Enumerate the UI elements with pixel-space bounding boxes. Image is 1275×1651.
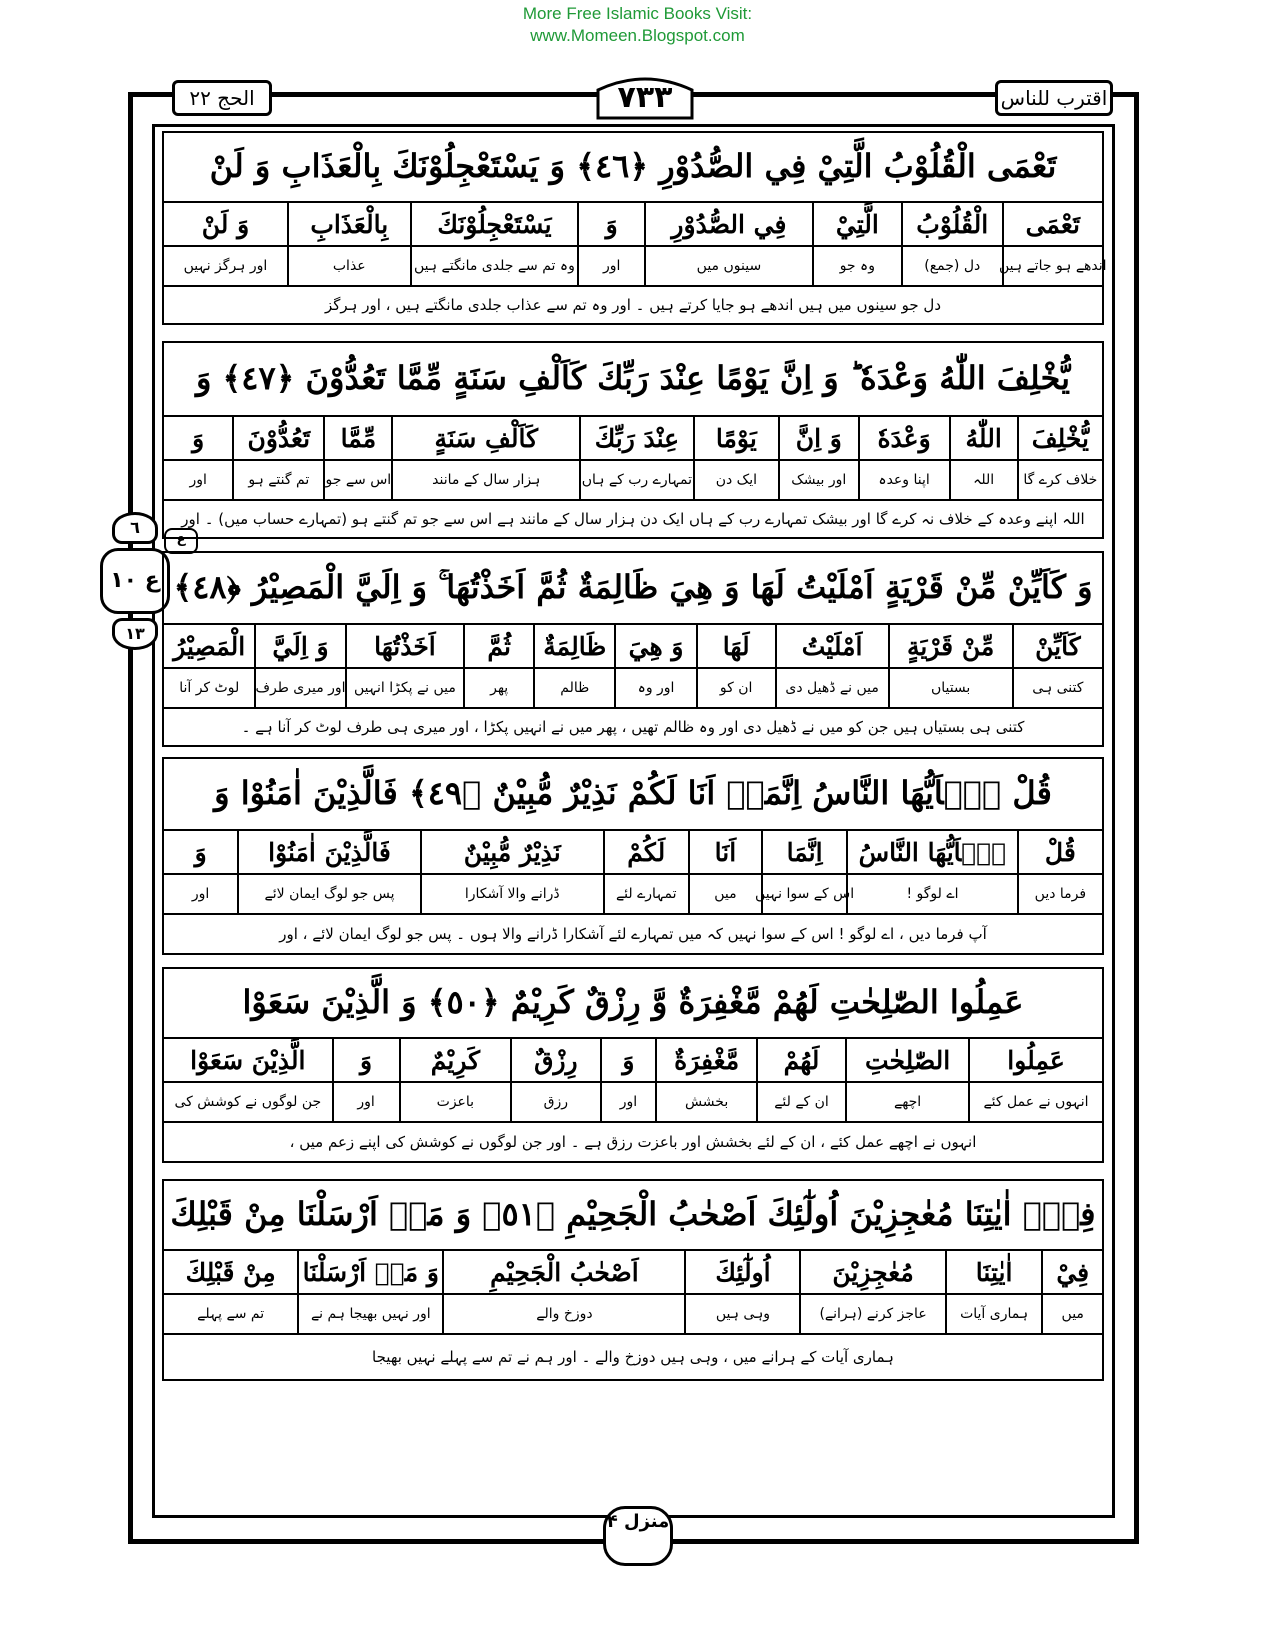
arabic-word: وَ هِيَ (614, 625, 695, 667)
arabic-word: وَ مَاۤ اَرْسَلْنَا (297, 1251, 442, 1293)
arabic-word: بِالْعَذَابِ (287, 203, 410, 245)
urdu-word-translation: پس جو لوگ ایمان لائے (237, 875, 420, 913)
arabic-word: عِنْدَ رَبِّكَ (579, 417, 693, 459)
urdu-full-translation: ہماری آیات کے ہرانے میں ، وہی ہیں دوزخ والے ۔ اور ہم نے تم سے پہلے نہیں بھیجا (162, 1333, 1104, 1381)
arabic-word: فَالَّذِيْنَ اٰمَنُوْا (237, 831, 420, 873)
arabic-word: كَرِيْمٌ (399, 1039, 511, 1081)
arabic-word: يٰۤاَيُّهَا النَّاسُ (846, 831, 1017, 873)
word-translation-row (162, 459, 1104, 501)
urdu-full-translation: دل جو سینوں میں ہیں اندھے ہو جایا کرتے ہیں ۔ اور وہ تم سے عذاب جلدی مانگتے ہیں ، اور ہرگز (162, 285, 1104, 325)
urdu-word-translation: رزق (510, 1083, 599, 1121)
arabic-word: وَ (600, 1039, 656, 1081)
arabic-word: وَعْدَهٗ (858, 417, 949, 459)
arabic-word: قُلْ (1017, 831, 1102, 873)
arabic-word: مِنْ قَبْلِكَ (185, 1257, 276, 1287)
arabic-word: لَهُمْ (756, 1039, 845, 1081)
urdu-word-translation: سینوں میں (644, 247, 812, 285)
word-translation-row (162, 873, 1104, 915)
urdu-word-translation: اور (189, 472, 207, 488)
arabic-word: نَذِيْرٌ مُّبِيْنٌ (420, 831, 603, 873)
urdu-word-translation: فرما دیں (1017, 875, 1102, 913)
arabic-word: اَمْلَيْتُ (775, 625, 888, 667)
urdu-word-translation: کتنی ہی (1012, 669, 1102, 707)
word-by-word-row (162, 623, 1104, 669)
arabic-word: اِنَّمَا (761, 831, 846, 873)
arabic-word: مِّمَّا (323, 417, 391, 459)
urdu-word-translation: اور میری طرف (254, 669, 344, 707)
arabic-word: كَاَلْفِ سَنَةٍ (391, 417, 579, 459)
arabic-word: الَّتِيْ (812, 203, 901, 245)
arabic-word: وَ (192, 423, 205, 453)
arabic-verse-line: فِيْۤ اٰيٰتِنَا مُعٰجِزِيْنَ اُولٰٓئِكَ اَصْحٰبُ الْجَحِيْمِ ﴿٥١﴾ وَ مَاۤ اَرْسَلْنَا مِنْ قَبْلِكَ (162, 1179, 1104, 1251)
urdu-word-translation: اور ہرگز نہیں (183, 258, 268, 274)
arabic-word: فِيْ (1041, 1251, 1102, 1293)
arabic-word: الَّذِيْنَ سَعَوْا (190, 1045, 306, 1075)
urdu-word-translation: بستیاں (888, 669, 1012, 707)
urdu-word-translation: تمہارے لئے (603, 875, 688, 913)
side-marker-ruku: ع ۱۰ (100, 548, 170, 614)
arabic-word: الصّٰلِحٰتِ (845, 1039, 968, 1081)
urdu-word-translation: اچھے (845, 1083, 968, 1121)
urdu-word-translation: اور نہیں بھیجا ہم نے (297, 1295, 442, 1333)
urdu-word-translation: جن لوگوں نے کوشش کی (174, 1094, 322, 1110)
urdu-word-translation: عاجز کرنے (ہرانے) (799, 1295, 944, 1333)
arabic-word: لَهَا (696, 625, 775, 667)
urdu-word-translation: وہ جو (812, 247, 901, 285)
urdu-word-translation: دل (جمع) (901, 247, 1002, 285)
urdu-word-translation: اس کے سوا نہیں (761, 875, 846, 913)
urdu-word-translation: میں نے پکڑا انہیں (345, 669, 464, 707)
arabic-word: وَ (577, 203, 644, 245)
urdu-word-translation: بخشش (655, 1083, 756, 1121)
arabic-word: اَخَذْتُهَا (345, 625, 464, 667)
urdu-word-translation: اور (577, 247, 644, 285)
urdu-word-translation: اور بیشک (778, 461, 858, 499)
arabic-word: الْمَصِيْرُ (173, 631, 246, 661)
arabic-word: اُولٰٓئِكَ (684, 1251, 799, 1293)
urdu-word-translation: میں (1041, 1295, 1102, 1333)
urdu-word-translation: اور وہ (614, 669, 695, 707)
arabic-word: لَكُمْ (603, 831, 688, 873)
urdu-word-translation: میں نے ڈھیل دی (775, 669, 888, 707)
ruku-ayah-marker: ع (164, 528, 198, 554)
word-translation-row (162, 245, 1107, 287)
arabic-word: ثُمَّ (463, 625, 533, 667)
page-number: ۷۳۳ (617, 80, 673, 115)
arabic-word: يَوْمًا (693, 417, 778, 459)
arabic-word: تَعْمَى (1002, 203, 1103, 245)
arabic-word: مُعٰجِزِيْنَ (799, 1251, 944, 1293)
word-by-word-row (162, 1037, 1104, 1083)
arabic-verse-line: عَمِلُوا الصّٰلِحٰتِ لَهُمْ مَّغْفِرَةٌ وَّ رِزْقٌ كَرِيْمٌ ﴿٥٠﴾ وَ الَّذِيْنَ سَعَوْا (162, 967, 1104, 1039)
arabic-word: مِّنْ قَرْيَةٍ (888, 625, 1012, 667)
arabic-word: الْقُلُوْبُ (901, 203, 1002, 245)
arabic-word: اَنَا (688, 831, 761, 873)
arabic-word: ظَالِمَةٌ (533, 625, 614, 667)
urdu-word-translation: اللہ (949, 461, 1017, 499)
urdu-word-translation: اور (600, 1083, 656, 1121)
urdu-full-translation: کتنی ہی بستیاں ہیں جن کو میں نے ڈھیل دی اور وہ ظالم تھیں ، پھر میں نے انہیں پکڑا ، اور میری ہی طرف لوٹ کر آنا ہے ۔ (162, 707, 1104, 747)
urdu-word-translation: عذاب (287, 247, 410, 285)
urdu-word-translation: ہزار سال کے مانند (391, 461, 579, 499)
urdu-word-translation: خلاف کرے گا (1017, 461, 1102, 499)
urdu-full-translation: انہوں نے اچھے عمل کئے ، ان کے لئے بخشش اور باعزت رزق ہے ۔ اور جن لوگوں نے کوشش کی اپنے زعم میں ، (162, 1121, 1104, 1163)
urdu-word-translation: تم گنتے ہو (232, 461, 323, 499)
urdu-word-translation: تمہارے رب کے ہاں (579, 461, 693, 499)
urdu-word-translation: ظالم (533, 669, 614, 707)
urdu-word-translation: اور (191, 886, 210, 902)
promo-url[interactable]: www.Momeen.Blogspot.com (530, 26, 745, 45)
arabic-verse-line: تَعْمَى الْقُلُوْبُ الَّتِيْ فِي الصُّدُوْرِ ﴿٤٦﴾ وَ يَسْتَعْجِلُوْنَكَ بِالْعَذَابِ وَ لَنْ (162, 131, 1104, 203)
urdu-full-translation: اللہ اپنے وعدہ کے خلاف نہ کرے گا اور بیشک تمہارے رب کے ہاں ایک دن ہزار سال کے مانند ہے اس سے جو تم گنتے ہو (تمہارے حساب میں) ۔ اور (162, 499, 1104, 539)
urdu-word-translation: ہماری آیات (945, 1295, 1042, 1333)
urdu-word-translation: اپنا وعدہ (858, 461, 949, 499)
urdu-word-translation: میں (688, 875, 761, 913)
urdu-word-translation: ڈرانے والا آشکارا (420, 875, 603, 913)
word-by-word-row (162, 829, 1104, 875)
urdu-word-translation: اے لوگو ! (846, 875, 1017, 913)
arabic-word: اٰيٰتِنَا (945, 1251, 1042, 1293)
arabic-word: اَصْحٰبُ الْجَحِيْمِ (442, 1251, 684, 1293)
arabic-word: يُّخْلِفَ (1017, 417, 1102, 459)
arabic-word: فِي الصُّدُوْرِ (644, 203, 812, 245)
urdu-word-translation: وہی ہیں (684, 1295, 799, 1333)
arabic-word: وَ (194, 837, 207, 867)
arabic-word: وَ اِنَّ (778, 417, 858, 459)
urdu-word-translation: انہوں نے عمل کئے (968, 1083, 1102, 1121)
arabic-word: يَسْتَعْجِلُوْنَكَ (410, 203, 578, 245)
urdu-word-translation: وہ تم سے جلدی مانگتے ہیں (410, 247, 578, 285)
promo-line-1: More Free Islamic Books Visit: (522, 4, 753, 23)
urdu-word-translation: پھر (463, 669, 533, 707)
word-translation-row (162, 1081, 1104, 1123)
manzil-badge: منزل ۴ (603, 1506, 673, 1566)
word-by-word-row (162, 415, 1104, 461)
urdu-word-translation: اور (332, 1083, 399, 1121)
urdu-word-translation: ایک دن (693, 461, 778, 499)
urdu-word-translation: دوزخ والے (442, 1295, 684, 1333)
arabic-word: وَ اِلَيَّ (254, 625, 344, 667)
urdu-word-translation: اس سے جو (323, 461, 391, 499)
arabic-word: وَ (332, 1039, 399, 1081)
arabic-verse-line: قُلْ يٰۤاَيُّهَا النَّاسُ اِنَّمَاۤ اَنَا لَكُمْ نَذِيْرٌ مُّبِيْنٌ ﴿٤٩﴾ فَالَّذِيْنَ اٰمَنُوْا وَ (162, 757, 1104, 831)
urdu-full-translation: آپ فرما دیں ، اے لوگو ! اس کے سوا نہیں کہ میں تمہارے لئے آشکارا ڈرانے والا ہوں ۔ پس جو لوگ ایمان لائے ، اور (162, 913, 1104, 955)
word-by-word-row (162, 201, 1104, 247)
arabic-word: كَاَيِّنْ (1012, 625, 1102, 667)
word-by-word-row (162, 1249, 1104, 1295)
arabic-word: رِزْقٌ (510, 1039, 599, 1081)
urdu-word-translation: اندھے ہو جاتے ہیں (1002, 247, 1103, 285)
arabic-word: تَعُدُّوْنَ (232, 417, 323, 459)
word-translation-row (162, 667, 1104, 709)
urdu-word-translation: تم سے پہلے (197, 1306, 265, 1322)
arabic-verse-line: يُّخْلِفَ اللّٰهُ وَعْدَهٗ ؕ وَ اِنَّ يَوْمًا عِنْدَ رَبِّكَ كَاَلْفِ سَنَةٍ مِّمَّا تَعُدُّوْنَ ﴿٤٧﴾ وَ (162, 341, 1104, 417)
urdu-word-translation: باعزت (399, 1083, 511, 1121)
urdu-word-translation: ان کو (696, 669, 775, 707)
arabic-word: وَ لَنْ (201, 209, 250, 239)
arabic-word: اللّٰهُ (949, 417, 1017, 459)
side-marker-bottom: ۱۳ (112, 618, 158, 650)
arabic-word: عَمِلُوا (968, 1039, 1102, 1081)
arabic-verse-line: وَ كَاَيِّنْ مِّنْ قَرْيَةٍ اَمْلَيْتُ لَهَا وَ هِيَ ظَالِمَةٌ ثُمَّ اَخَذْتُهَا ۚ وَ اِلَيَّ الْمَصِيْرُ ﴿٤٨﴾ (162, 551, 1104, 625)
word-translation-row (162, 1293, 1104, 1335)
side-marker-top: ٦ (112, 512, 158, 544)
surah-label: اقترب للناس (995, 80, 1113, 116)
urdu-word-translation: لوٹ کر آنا (179, 680, 240, 696)
chapter-label: الحج ۲۲ (172, 80, 272, 116)
arabic-word: مَّغْفِرَةٌ (655, 1039, 756, 1081)
page-number-badge (590, 74, 700, 120)
urdu-word-translation: ان کے لئے (756, 1083, 845, 1121)
